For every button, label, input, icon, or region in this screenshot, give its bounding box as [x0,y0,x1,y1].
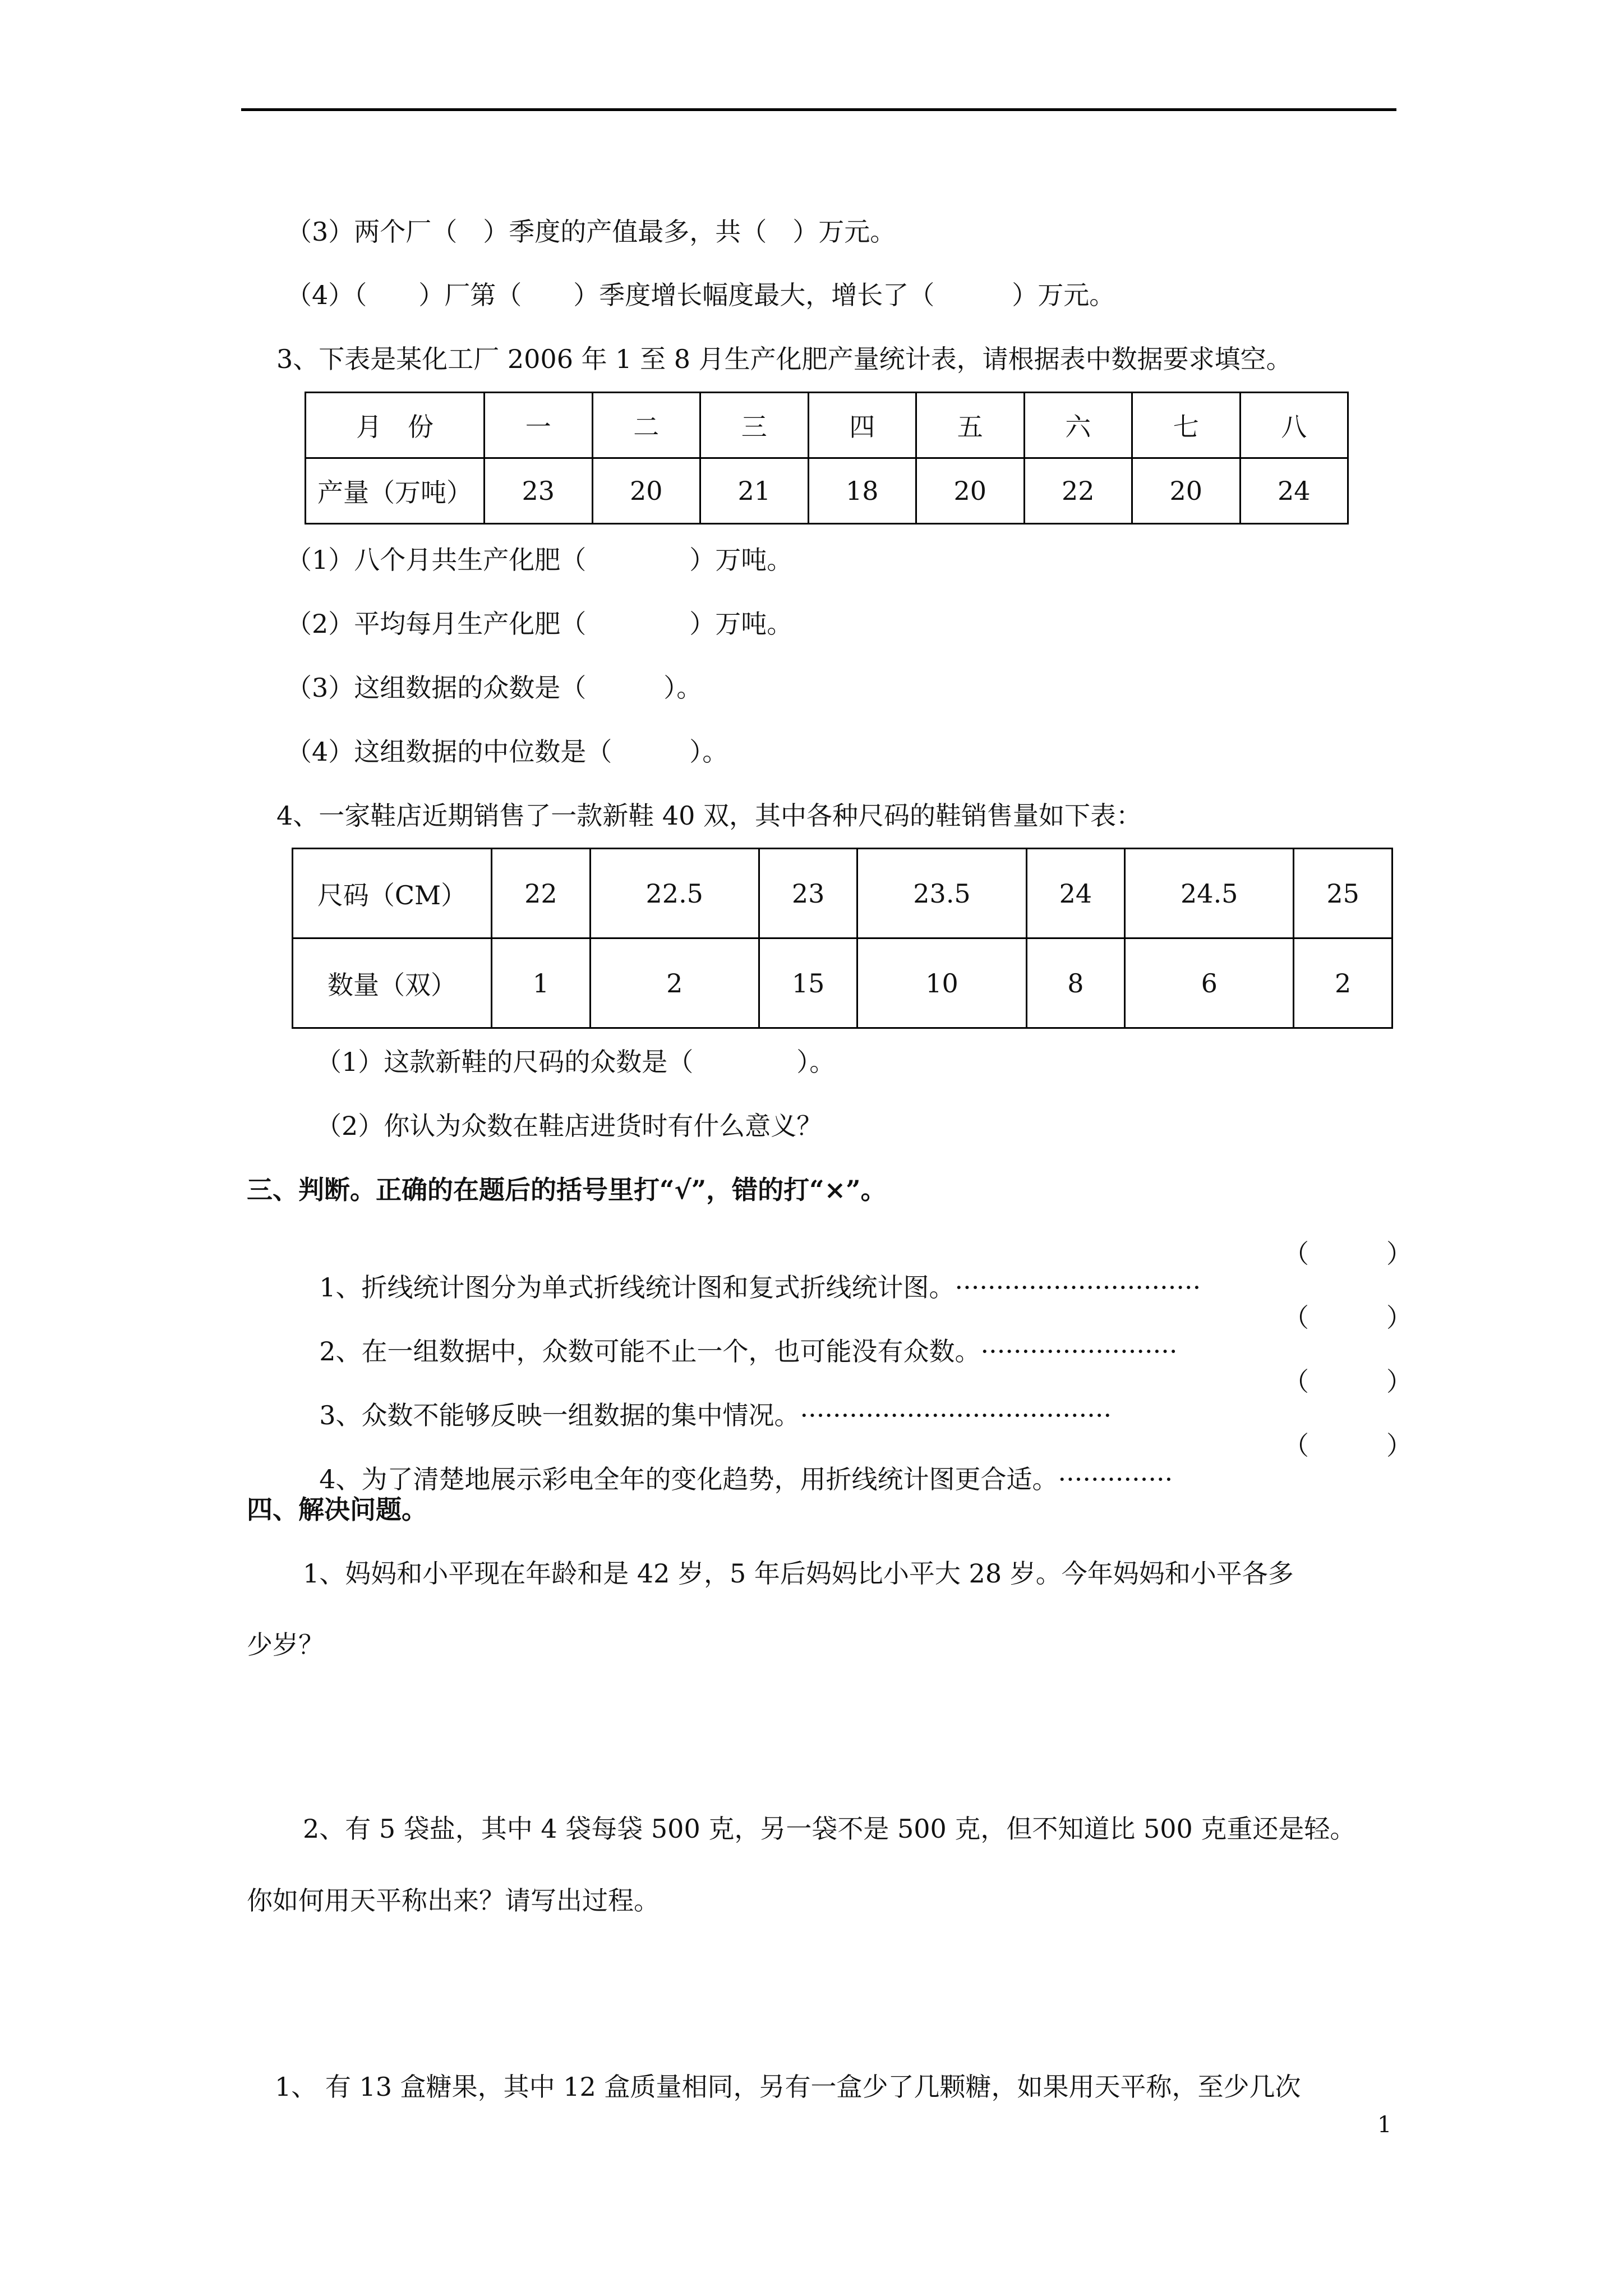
answer-bracket: （ ） [1283,1366,1412,1397]
leader-dots: ·············· [1058,1464,1173,1494]
table-header-label: 月 份 [306,393,485,458]
size-cell: 24 [1026,849,1125,938]
judge-item-text: 4、为了清楚地展示彩电全年的变化趋势，用折线统计图更合适。 [319,1464,1058,1494]
judge-item-text: 2、在一组数据中，众数可能不止一个，也可能没有众数。 [319,1336,981,1366]
count-cell: 1 [492,938,591,1028]
count-cell: 8 [1026,938,1125,1028]
shoe-size-table [292,848,1393,1029]
q3-item-4: （4）这组数据的中位数是（ ）。 [286,737,728,767]
q3-item-2: （2）平均每月生产化肥（ ）万吨。 [286,609,793,639]
judge-item-1 [303,1237,1201,1304]
judge-item-text: 1、折线统计图分为单式折线统计图和复式折线统计图。 [319,1272,955,1303]
value-cell: 23 [485,458,593,524]
month-cell: 八 [1240,393,1348,458]
month-cell: 五 [916,393,1025,458]
value-cell: 20 [1132,458,1241,524]
judge-item-3 [303,1365,1112,1432]
q4-item-1: （1）这款新鞋的尺码的众数是（ ）。 [316,1047,836,1077]
count-cell: 2 [590,938,759,1028]
q3-title: 3、下表是某化工厂 2006 年 1 至 8 月生产化肥产量统计表，请根据表中数据要求填空。 [276,344,1292,374]
count-cell: 10 [857,938,1026,1028]
answer-bracket: （ ） [1283,1430,1412,1461]
leader-dots: ······································ [800,1400,1112,1430]
answer-bracket: （ ） [1283,1239,1412,1269]
size-cell: 23.5 [857,849,1026,938]
section3-heading: 三、判断。正确的在题后的括号里打“√”，错的打“×”。 [247,1175,887,1205]
count-cell: 2 [1294,938,1393,1028]
size-cell: 22 [492,849,591,938]
count-cell: 15 [759,938,857,1028]
month-cell: 七 [1132,393,1241,458]
q3-item-3: （3）这组数据的众数是（ ）。 [286,673,703,703]
leader-dots: ······························ [955,1272,1201,1303]
answer-bracket: （ ） [1283,1303,1412,1333]
problem-2-line1: 2、有 5 袋盐，其中 4 袋每袋 500 克，另一袋不是 500 克，但不知道比 500 克重还是轻。 [303,1814,1356,1844]
table-header-label: 尺码（CM） [293,849,492,938]
problem-1-line1: 1、妈妈和小平现在年龄和是 42 岁，5 年后妈妈比小平大 28 岁。今年妈妈和小平各多 [303,1558,1294,1589]
judge-item-2 [303,1301,1177,1368]
size-cell: 23 [759,849,857,938]
count-cell: 6 [1125,938,1294,1028]
value-cell: 20 [916,458,1025,524]
size-cell: 22.5 [590,849,759,938]
q2-item-4: （4）（ ）厂第（ ）季度增长幅度最大，增长了（ ）万元。 [286,280,1115,310]
q3-item-1: （1）八个月共生产化肥（ ）万吨。 [286,545,793,575]
table-row-label: 产量（万吨） [306,458,485,524]
value-cell: 24 [1240,458,1348,524]
month-cell: 三 [700,393,809,458]
month-cell: 六 [1024,393,1132,458]
value-cell: 20 [592,458,700,524]
problem-2-line2: 你如何用天平称出来？请写出过程。 [247,1885,660,1916]
header-rule [241,108,1396,111]
leader-dots: ························ [980,1336,1178,1366]
production-table [305,392,1349,524]
q2-item-3: （3）两个厂（ ）季度的产值最多，共（ ）万元。 [286,217,896,247]
section4-heading: 四、解决问题。 [247,1494,427,1525]
page-number: 1 [1377,2112,1392,2138]
month-cell: 一 [485,393,593,458]
size-cell: 24.5 [1125,849,1294,938]
judge-item-4 [303,1429,1173,1496]
month-cell: 二 [592,393,700,458]
q4-item-2: （2）你认为众数在鞋店进货时有什么意义？ [316,1111,823,1141]
month-cell: 四 [808,393,916,458]
value-cell: 21 [700,458,809,524]
value-cell: 22 [1024,458,1132,524]
problem-1-line2: 少岁？ [247,1630,324,1660]
size-cell: 25 [1294,849,1393,938]
table-row-label: 数量（双） [293,938,492,1028]
problem-3-line1: 1、 有 13 盒糖果，其中 12 盒质量相同，另有一盒少了几颗糖，如果用天平称，至少几次 [275,2072,1301,2102]
value-cell: 18 [808,458,916,524]
judge-item-text: 3、众数不能够反映一组数据的集中情况。 [319,1400,800,1430]
q4-title: 4、一家鞋店近期销售了一款新鞋 40 双，其中各种尺码的鞋销售量如下表： [276,800,1142,831]
